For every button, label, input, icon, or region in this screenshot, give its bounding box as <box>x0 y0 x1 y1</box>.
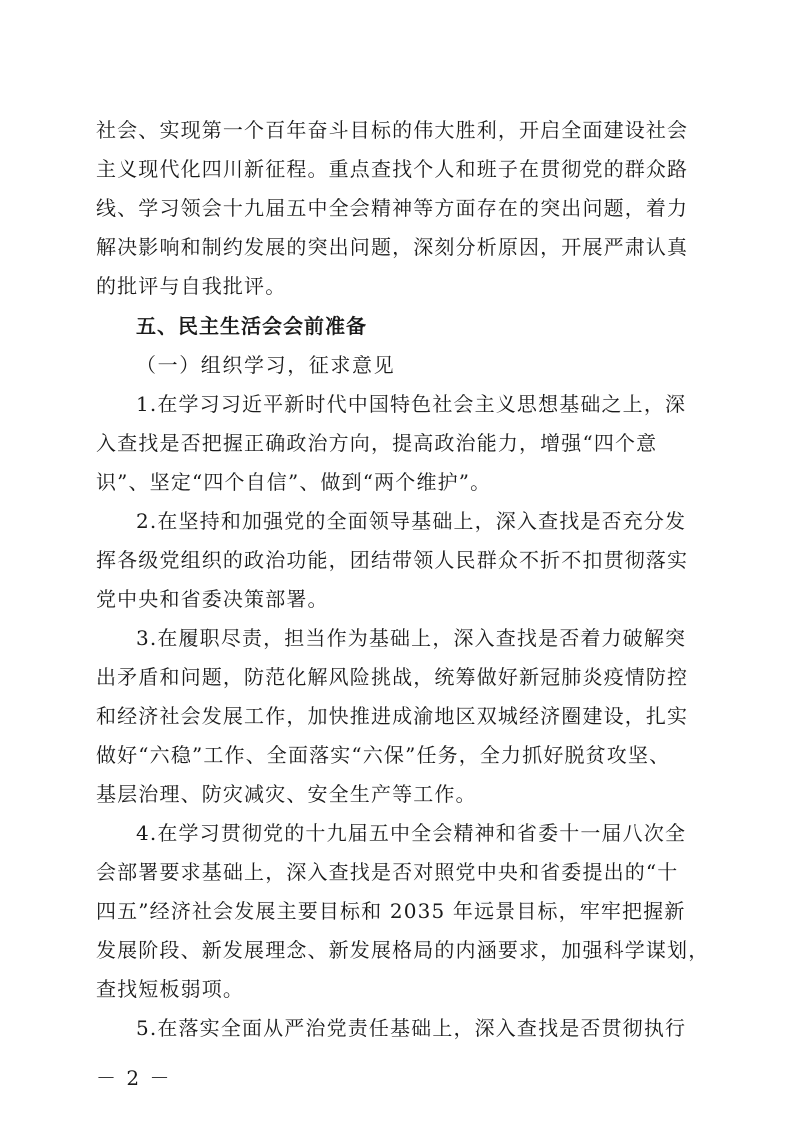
list-item-line: 挥各级党组织的政治功能，团结带领人民群众不折不扣贯彻落实 <box>96 548 689 572</box>
list-item-line: 和经济社会发展工作，加快推进成渝地区双城经济圈建设，扎实 <box>96 704 689 728</box>
list-item-line: 5.在落实全面从严治党责任基础上，深入查找是否贯彻执行 <box>136 1016 687 1040</box>
list-item-line: 做好“六稳”工作、全面落实“六保”任务，全力抓好脱贫攻坚、 <box>96 743 671 767</box>
list-item-line: 4.在学习贯彻党的十九届五中全会精神和省委十一届八次全 <box>136 821 687 845</box>
paragraph-line: 线、学习领会十九届五中全会精神等方面存在的突出问题，着力 <box>96 196 689 220</box>
paragraph-line: 的批评与自我批评。 <box>96 274 287 298</box>
section-heading: 五、民主生活会会前准备 <box>136 314 367 338</box>
list-item-line: 发展阶段、新发展理念、新发展格局的内涵要求，加强科学谋划， <box>96 938 710 962</box>
list-item-line: 3.在履职尽责，担当作为基础上，深入查找是否着力破解突 <box>136 626 687 650</box>
list-item-line: 1.在学习习近平新时代中国特色社会主义思想基础之上，深 <box>136 392 687 416</box>
page-number: － 2 － <box>96 1066 172 1090</box>
paragraph-line: 社会、实现第一个百年奋斗目标的伟大胜利，开启全面建设社会 <box>96 118 689 142</box>
list-item-line: 识”、坚定“四个自信”、做到“两个维护”。 <box>96 470 492 494</box>
list-item-line: 会部署要求基础上，深入查找是否对照党中央和省委提出的“十 <box>96 860 679 884</box>
list-item-line: 出矛盾和问题，防范化解风险挑战，统筹做好新冠肺炎疫情防控 <box>96 665 689 689</box>
list-item-line: 2.在坚持和加强党的全面领导基础上，深入查找是否充分发 <box>136 509 687 533</box>
list-item-line: 入查找是否把握正确政治方向，提高政治能力，增强“四个意 <box>96 431 658 455</box>
paragraph-line: 主义现代化四川新征程。重点查找个人和班子在贯彻党的群众路 <box>96 157 689 181</box>
list-item-line: 查找短板弱项。 <box>96 977 245 1001</box>
list-item-line: 四五”经济社会发展主要目标和 2035 年远景目标，牢牢把握新 <box>96 899 686 923</box>
paragraph-line: 解决影响和制约发展的突出问题，深刻分析原因，开展严肃认真 <box>96 235 689 259</box>
subsection-heading: （一）组织学习，征求意见 <box>136 353 396 377</box>
list-item-line: 基层治理、防灾减灾、安全生产等工作。 <box>96 782 477 806</box>
list-item-line: 党中央和省委决策部署。 <box>96 587 329 611</box>
